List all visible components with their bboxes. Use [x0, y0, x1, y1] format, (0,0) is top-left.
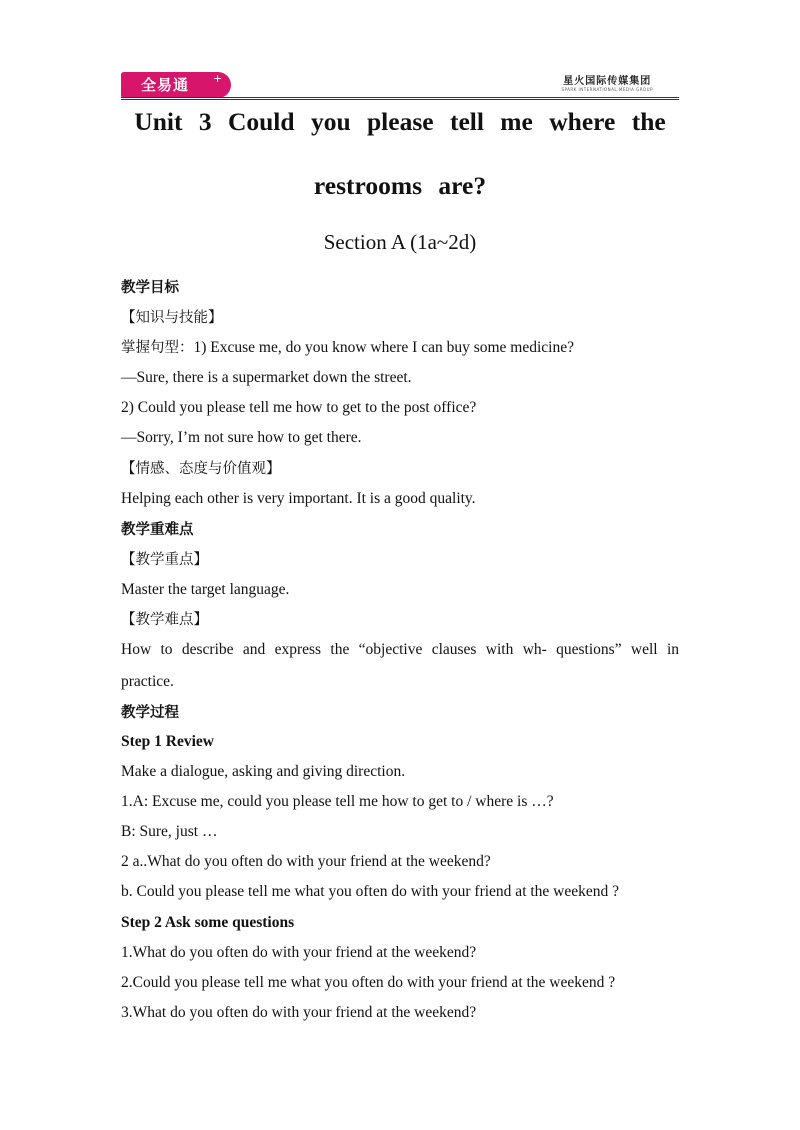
publisher-name [561, 76, 653, 93]
goals-heading: 教学目标 [121, 280, 179, 296]
page-header [121, 70, 679, 100]
difficult-text-line-2: practice. [121, 673, 174, 690]
step-1-2a: 2 a..What do you often do with your friend at the weekend? [121, 853, 491, 870]
publisher-logo [121, 72, 231, 98]
step-1-title: Step 1 Review [121, 733, 214, 750]
pattern-line-1 [121, 338, 681, 358]
pattern-2-answer: —Sorry, I’m not sure how to get there. [121, 429, 362, 446]
emotion-label: 【情感、态度与价值观】 [121, 461, 281, 477]
unit-title-line-1: Unit 3 Could you please tell me where the [134, 107, 666, 136]
emotion-text: Helping each other is very important. It is a good quality. [121, 490, 476, 507]
unit-title-line-2: restrooms are? [313, 171, 487, 200]
knowledge-label: 【知识与技能】 [121, 310, 223, 326]
header-rule [121, 97, 679, 98]
logo-plus-mark: + [213, 72, 223, 85]
key-point-text: Master the target language. [121, 581, 290, 598]
difficult-text-line-1: How to describe and express the “objective clauses with wh- questions” well in [121, 641, 679, 658]
pattern-1-answer: —Sure, there is a supermarket down the street. [121, 369, 412, 386]
step-1-intro: Make a dialogue, asking and giving direction. [121, 763, 406, 780]
pattern-1: 1) Excuse me, do you know where I can buy some medicine? [193, 339, 574, 356]
step-1-2b: b. Could you please tell me what you often do with your friend at the weekend ? [121, 883, 620, 900]
publisher-name-cn: 星火国际传媒集团 [563, 76, 652, 87]
step-1-b: B: Sure, just … [121, 823, 218, 840]
step-2-q2: 2.Could you please tell me what you often do with your friend at the weekend ? [121, 974, 616, 991]
header-rule-double [121, 99, 679, 100]
key-heading: 教学重难点 [121, 522, 194, 538]
step-1-a: 1.A: Excuse me, could you please tell me how to get to / where is …? [121, 793, 554, 810]
key-point-label: 【教学重点】 [121, 552, 208, 568]
step-2-q1: 1.What do you often do with your friend at the weekend? [121, 944, 477, 961]
difficult-label: 【教学难点】 [121, 612, 208, 628]
publisher-name-en: SPARK INTERNATIONAL MEDIA GROUP [561, 87, 653, 92]
step-2-q3: 3.What do you often do with your friend at the weekend? [121, 1004, 477, 1021]
step-2-title: Step 2 Ask some questions [121, 914, 295, 931]
pattern-prefix: 掌握句型： [121, 340, 194, 356]
process-heading: 教学过程 [121, 705, 179, 721]
pattern-2: 2) Could you please tell me how to get to the post office? [121, 399, 477, 416]
logo-text: 全易通 [141, 76, 190, 94]
section-title: Section A (1a~2d) [323, 230, 477, 254]
